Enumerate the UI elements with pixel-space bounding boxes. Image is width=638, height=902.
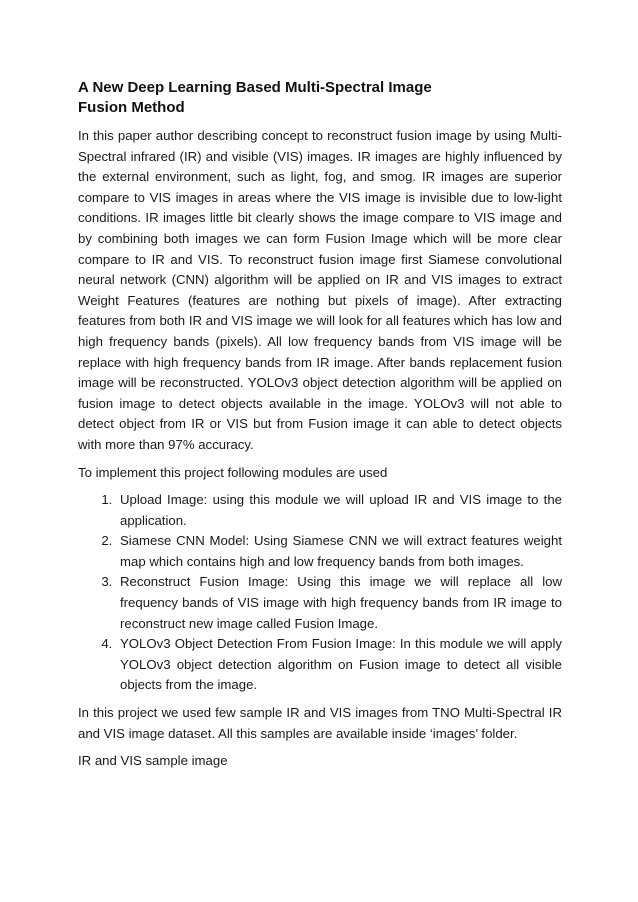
module-item-yolov3-detection: 4. YOLOv3 Object Detection From Fusion Image: In this module we will apply YOLOv3 object detection algorithm on Fusion image to detect all visible objects from the image. [116, 634, 562, 696]
modules-intro: To implement this project following modules are used [78, 464, 388, 480]
dataset-paragraph: In this project we used few sample IR and VIS images from TNO Multi-Spectral IR and VIS image dataset. All this samples are available inside ‘images’ folder. [78, 705, 562, 741]
module-item-upload-image: 1. Upload Image: using this module we will upload IR and VIS image to the application. [116, 490, 562, 531]
sample-image-caption: IR and VIS sample image [78, 753, 228, 769]
title-line-2: Fusion Method [78, 99, 185, 116]
title-line-1: A New Deep Learning Based Multi-Spectral Image [78, 79, 432, 96]
intro-paragraph: In this paper author describing concept to reconstruct fusion image by using Multi-Spectral infrared (IR) and visible (VIS) images. IR images are highly influenced by the external environment, such as light, fog, and smog. IR images are superior compare to VIS images in areas where the VIS image is invisible due to low-light conditions. IR images little bit clearly shows the image compare to VIS image and by combining both images we can form Fusion Image which will be more clear compare to IR and VIS. To reconstruct fusion image first Siamese convolutional neural network (CNN) algorithm will be applied on IR and VIS images to extract Weight Features (features are nothing but pixels of image). After extracting features from both IR and VIS image we will look for all features which has low and high frequency bands (pixels). All low frequency bands from VIS image will be replace with high frequency bands from IR image. After bands replacement fusion image will be reconstructed. YOLOv3 object detection algorithm will be applied on fusion image to detect objects available in the image. YOLOv3 will not able to detect object from IR or VIS but from Fusion image it can able to detect objects with more than 97% accuracy. [78, 128, 562, 452]
document-title [78, 78, 562, 118]
modules-list [78, 490, 562, 696]
document-page [78, 78, 562, 779]
module-item-siamese-cnn: 2. Siamese CNN Model: Using Siamese CNN we will extract features weight map which contains high and low frequency bands from both images. [116, 531, 562, 572]
module-item-reconstruct-fusion: 3. Reconstruct Fusion Image: Using this image we will replace all low frequency bands of VIS image with high frequency bands from IR image to reconstruct new image called Fusion Image. [116, 572, 562, 634]
